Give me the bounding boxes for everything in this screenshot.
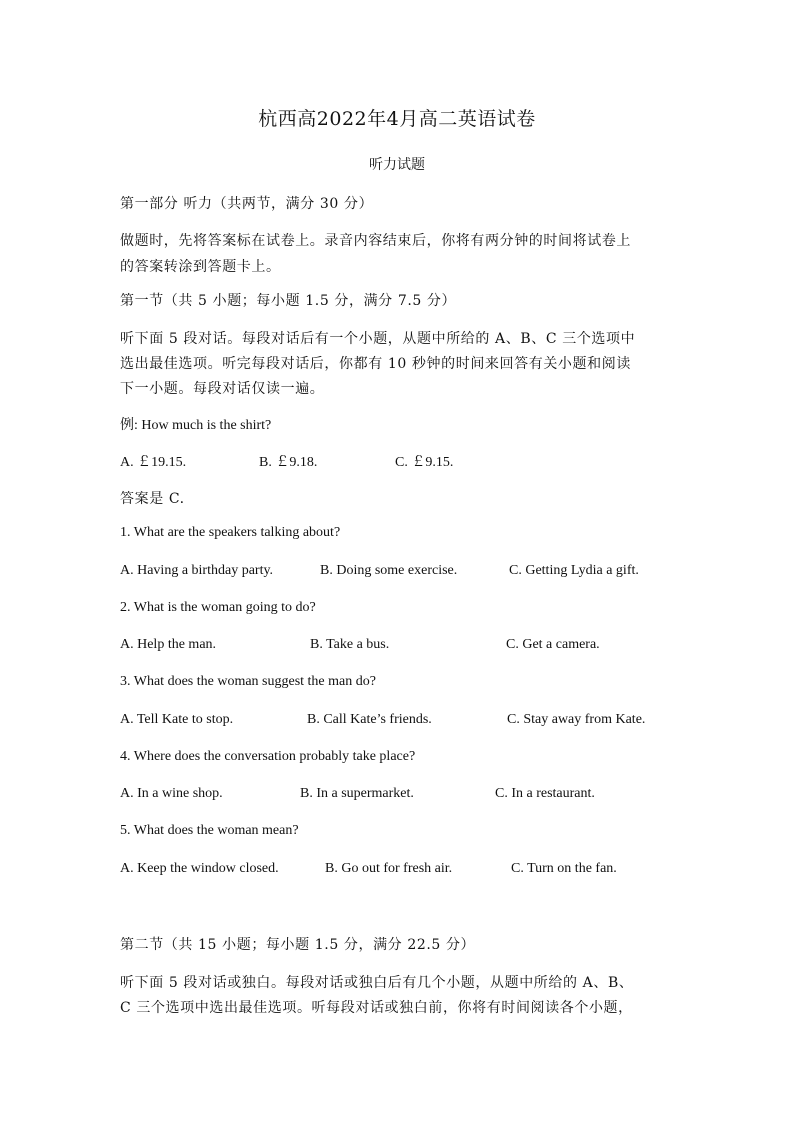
example-option-b: B. ￡9.18. xyxy=(259,455,318,470)
example-answer: 答案是 C. xyxy=(120,491,185,507)
question-2-option-a: A. Help the man. xyxy=(120,637,217,652)
section2-instruction-line-1: 听下面 5 段对话或独白。每段对话或独白后有几个小题，从题中所给的 A、B、 xyxy=(120,975,634,991)
question-4-option-c: C. In a restaurant. xyxy=(495,786,595,801)
question-3-option-b: B. Call Kate’s friends. xyxy=(307,712,432,727)
question-5-option-c: C. Turn on the fan. xyxy=(511,861,617,876)
question-2-option-c: C. Get a camera. xyxy=(506,637,600,652)
question-2-option-b: B. Take a bus. xyxy=(310,637,390,652)
page-subtitle: 听力试题 xyxy=(369,157,425,173)
section2-instruction-line-2: C 三个选项中选出最佳选项。听每段对话或独白前，你将有时间阅读各个小题， xyxy=(120,1000,633,1016)
section2-heading: 第二节（共 15 小题；每小题 1.5 分，满分 22.5 分） xyxy=(120,937,476,953)
question-2: 2. What is the woman going to do? xyxy=(120,600,316,615)
section1-instruction-line-1: 听下面 5 段对话。每段对话后有一个小题，从题中所给的 A、B、C 三个选项中 xyxy=(120,331,636,347)
section1-instruction-line-2: 选出最佳选项。听完每段对话后，你都有 10 秒钟的时间来回答有关小题和阅读 xyxy=(120,356,631,372)
example-option-a: A. ￡19.15. xyxy=(120,455,187,470)
question-1: 1. What are the speakers talking about? xyxy=(120,525,341,540)
question-3: 3. What does the woman suggest the man do? xyxy=(120,674,376,689)
intro-line-2: 的答案转涂到答题卡上。 xyxy=(120,259,281,275)
question-3-option-c: C. Stay away from Kate. xyxy=(507,712,646,727)
question-1-option-b: B. Doing some exercise. xyxy=(320,563,458,578)
question-5-option-a: A. Keep the window closed. xyxy=(120,861,279,876)
question-3-option-a: A. Tell Kate to stop. xyxy=(120,712,234,727)
question-4: 4. Where does the conversation probably take place? xyxy=(120,749,416,764)
question-1-option-a: A. Having a birthday party. xyxy=(120,563,274,578)
section1-instruction-line-3: 下一小题。每段对话仅读一遍。 xyxy=(120,381,325,397)
question-4-option-a: A. In a wine shop. xyxy=(120,786,223,801)
part1-heading: 第一部分 听力（共两节，满分 30 分） xyxy=(120,196,374,212)
question-5-option-b: B. Go out for fresh air. xyxy=(325,861,453,876)
section1-heading: 第一节（共 5 小题；每小题 1.5 分，满分 7.5 分） xyxy=(120,293,457,309)
page-title: 杭西高2022年4月高二英语试卷 xyxy=(258,108,536,130)
intro-line-1: 做题时，先将答案标在试卷上。录音内容结束后，你将有两分钟的时间将试卷上 xyxy=(120,233,631,249)
question-1-option-c: C. Getting Lydia a gift. xyxy=(509,563,639,578)
question-4-option-b: B. In a supermarket. xyxy=(300,786,414,801)
question-5: 5. What does the woman mean? xyxy=(120,823,299,838)
example-option-c: C. ￡9.15. xyxy=(395,455,454,470)
example-question: 例: How much is the shirt? xyxy=(120,418,272,433)
